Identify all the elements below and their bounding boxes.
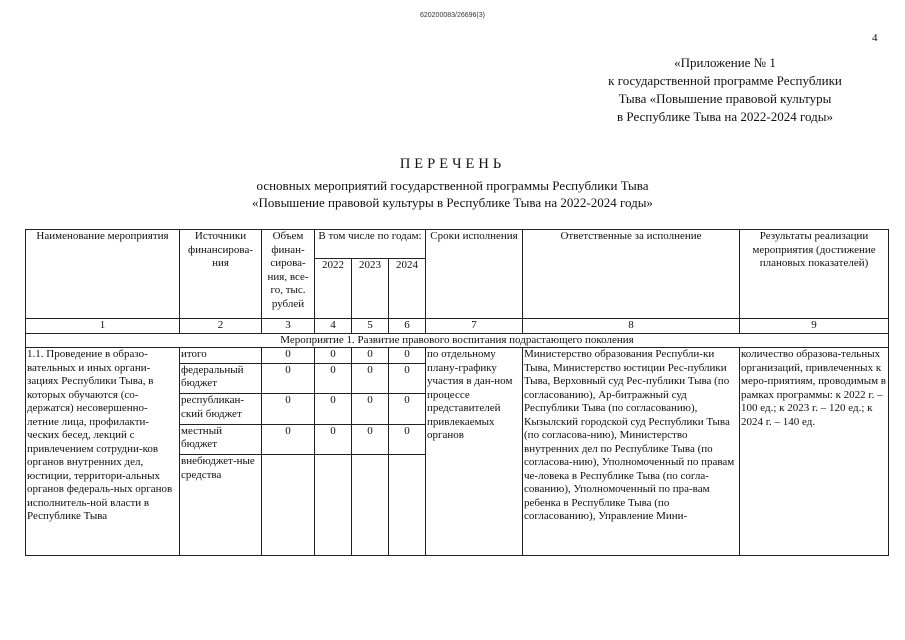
table-row bbox=[26, 348, 889, 364]
financing-2023 bbox=[352, 455, 389, 556]
header-terms: Сроки исполнения bbox=[426, 230, 523, 319]
financing-total: 0 bbox=[262, 394, 315, 424]
appendix-line: к государственной программе Республики bbox=[608, 73, 842, 88]
document-code: 620200083/26696(3) bbox=[419, 12, 485, 19]
page-number: 4 bbox=[872, 32, 878, 44]
financing-2023: 0 bbox=[352, 424, 389, 454]
column-numbers-row bbox=[26, 319, 889, 334]
header-year-2022: 2022 bbox=[315, 259, 352, 319]
financing-2022: 0 bbox=[315, 424, 352, 454]
financing-total: 0 bbox=[262, 363, 315, 393]
section-title: Мероприятие 1. Развитие правового воспитания подрастающего поколения bbox=[26, 333, 889, 348]
financing-2024: 0 bbox=[389, 394, 426, 424]
financing-source: местный бюджет bbox=[180, 424, 262, 454]
financing-2024 bbox=[389, 455, 426, 556]
financing-total bbox=[262, 455, 315, 556]
financing-2023: 0 bbox=[352, 348, 389, 364]
activity-responsible: Министерство образования Республи-ки Тыва, Министерство юстиции Рес-публики Тыва, Верховный суд Рес-публики Тыва (по согласованию), Ар-битражный суд Республики Тыва (по согласованию), Кызылский городской суд Республики Тыва (по согласова-нию), Министерство внутренних дел по Республике Тыва (по согласова-нию), Уполномоченный по правам че-ловека в Республике Тыва (по согла-сованию), Уполномоченный по пра-вам ребенка в Республике Тыва (по согласованию), Управление Мини- bbox=[523, 348, 740, 556]
column-number: 2 bbox=[180, 319, 262, 334]
financing-source: федеральный бюджет bbox=[180, 363, 262, 393]
section-row bbox=[26, 333, 889, 348]
header-name: Наименование мероприятия bbox=[26, 230, 180, 319]
header-source: Источники финансирова-ния bbox=[180, 230, 262, 319]
column-number: 3 bbox=[262, 319, 315, 334]
column-number: 9 bbox=[740, 319, 889, 334]
financing-2023: 0 bbox=[352, 363, 389, 393]
financing-2022: 0 bbox=[315, 348, 352, 364]
financing-2024: 0 bbox=[389, 363, 426, 393]
activities-table bbox=[25, 229, 889, 556]
document-subtitle-line: основных мероприятий государственной программы Республики Тыва bbox=[256, 178, 649, 193]
column-number: 4 bbox=[315, 319, 352, 334]
financing-source: итого bbox=[180, 348, 262, 364]
activity-terms: по отдельному плану-графику участия в дан-ном процессе представителей привлекаемых органов bbox=[426, 348, 523, 556]
financing-total: 0 bbox=[262, 348, 315, 364]
financing-source: внебюджет-ные средства bbox=[180, 455, 262, 556]
header-by-years: В том числе по годам: bbox=[315, 230, 426, 259]
financing-2022 bbox=[315, 455, 352, 556]
column-number: 7 bbox=[426, 319, 523, 334]
financing-2024: 0 bbox=[389, 424, 426, 454]
header-volume: Объем финан-сирова-ния, все-го, тыс. рублей bbox=[262, 230, 315, 319]
financing-2024: 0 bbox=[389, 348, 426, 364]
financing-2022: 0 bbox=[315, 363, 352, 393]
document-title: ПЕРЕЧЕНЬ bbox=[399, 156, 506, 172]
document-subtitle-line: «Повышение правовой культуры в Республике Тыва на 2022-2024 годы» bbox=[252, 195, 653, 210]
activity-results: количество образова-тельных организаций, привлеченных к меро-приятиям, проводимым в рамках программы: к 2022 г. – 100 ед.; к 2023 г. – 120 ед.; к 2024 г. – 140 ед. bbox=[740, 348, 889, 556]
appendix-line: Тыва «Повышение правовой культуры bbox=[618, 91, 832, 106]
document-heading bbox=[0, 156, 905, 211]
column-number: 6 bbox=[389, 319, 426, 334]
table-header-row bbox=[26, 230, 889, 259]
header-responsible: Ответственные за исполнение bbox=[523, 230, 740, 319]
financing-2022: 0 bbox=[315, 394, 352, 424]
financing-source: республикан-ский бюджет bbox=[180, 394, 262, 424]
financing-total: 0 bbox=[262, 424, 315, 454]
appendix-note bbox=[560, 54, 890, 126]
header-year-2024: 2024 bbox=[389, 259, 426, 319]
header-year-2023: 2023 bbox=[352, 259, 389, 319]
column-number: 5 bbox=[352, 319, 389, 334]
financing-2023: 0 bbox=[352, 394, 389, 424]
header-results: Результаты реализации мероприятия (достижение плановых показателей) bbox=[740, 230, 889, 319]
appendix-line: в Республике Тыва на 2022-2024 годы» bbox=[617, 109, 833, 124]
appendix-line: «Приложение № 1 bbox=[674, 55, 776, 70]
column-number: 8 bbox=[523, 319, 740, 334]
activity-name: 1.1. Проведение в образо-вательных и иных органи-зациях Республики Тыва, в которых обучаются (со-держатся) несовершенно-летние лица, профилакти-ческих бесед, лекций с привлечением сотрудни-ков органов внутренних дел, юстиции, территори-альных органов федераль-ных органов исполнитель-ной власти в Республике Тыва bbox=[26, 348, 180, 556]
column-number: 1 bbox=[26, 319, 180, 334]
